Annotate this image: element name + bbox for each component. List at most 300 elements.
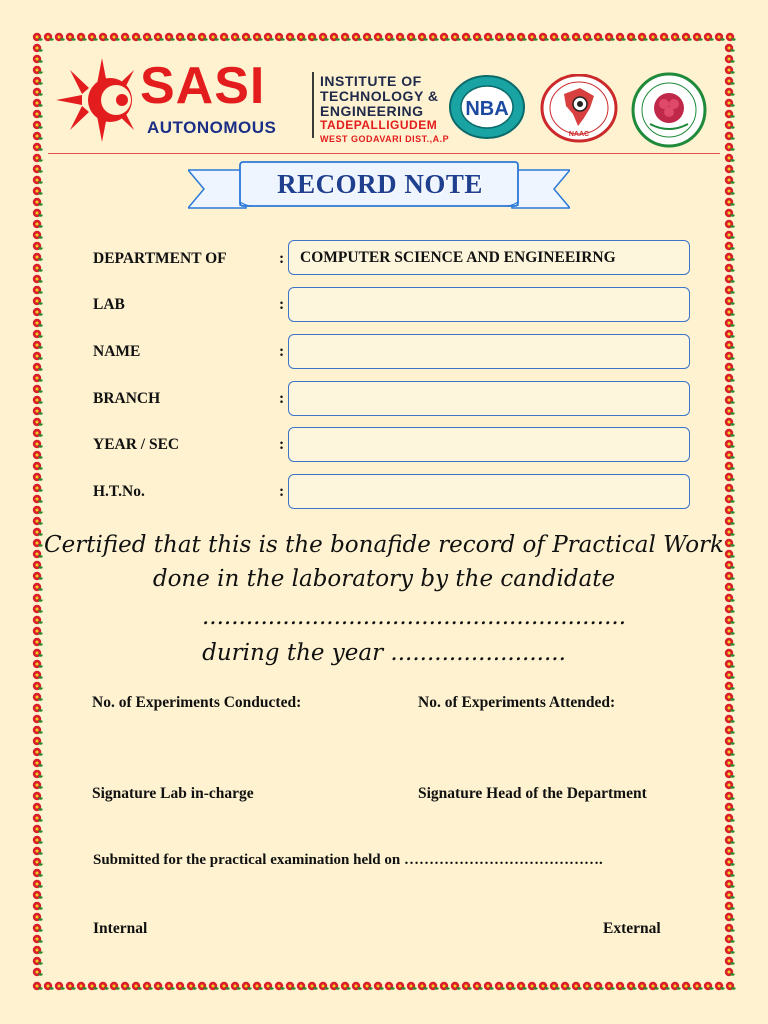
border-flower-icon [725, 748, 735, 756]
border-flower-icon [33, 836, 43, 844]
border-flower-icon [407, 982, 417, 990]
border-flower-icon [33, 704, 43, 712]
border-flower-icon [220, 33, 230, 41]
university-seal-icon [630, 72, 708, 148]
border-flower-icon [528, 982, 538, 990]
border-flower-icon [725, 176, 735, 184]
nba-seal-text: NBA [465, 98, 509, 120]
border-flower-icon [725, 946, 735, 954]
border-flower-icon [121, 982, 131, 990]
border-flower-icon [616, 33, 626, 41]
border-flower-icon [33, 77, 43, 85]
border-flower-icon [725, 781, 735, 789]
border-flower-icon [33, 88, 43, 96]
border-flower-icon [363, 33, 373, 41]
border-flower-icon [561, 33, 571, 41]
border-flower-icon [725, 715, 735, 723]
border-flower-icon [33, 121, 43, 129]
naac-seal-icon [540, 74, 618, 144]
border-flower-icon [33, 385, 43, 393]
border-flower-icon [132, 33, 142, 41]
field-label-htno: H.T.No. [93, 483, 145, 500]
border-flower-icon [660, 33, 670, 41]
sasi-sun-logo-icon [52, 58, 152, 142]
border-flower-icon [725, 440, 735, 448]
border-flower-icon [517, 33, 527, 41]
border-flower-icon [725, 132, 735, 140]
border-flower-icon [253, 982, 263, 990]
border-flower-icon [33, 209, 43, 217]
location-line-1: TADEPALLIGUDEM [320, 118, 438, 132]
border-flower-icon [33, 275, 43, 283]
border-flower-icon [528, 33, 538, 41]
border-flower-icon [319, 33, 329, 41]
field-label-department: DEPARTMENT OF [93, 250, 227, 267]
border-flower-icon [33, 242, 43, 250]
border-flower-icon [33, 143, 43, 151]
border-flower-icon [594, 982, 604, 990]
lab-field[interactable] [288, 287, 690, 322]
field-label-branch: BRANCH [93, 390, 161, 407]
border-flower-icon [33, 286, 43, 294]
border-flower-icon [33, 308, 43, 316]
border-flower-icon [33, 176, 43, 184]
field-label-name: NAME [93, 343, 141, 360]
border-flower-icon [725, 363, 735, 371]
field-colon: : [279, 436, 285, 453]
border-flower-icon [605, 33, 615, 41]
border-flower-icon [725, 121, 735, 129]
border-flower-icon [725, 308, 735, 316]
border-flower-icon [33, 407, 43, 415]
border-flower-icon [418, 33, 428, 41]
border-flower-icon [660, 982, 670, 990]
border-flower-icon [725, 902, 735, 910]
border-flower-icon [33, 715, 43, 723]
border-flower-icon [725, 495, 735, 503]
border-flower-icon [506, 982, 516, 990]
field-colon: : [279, 483, 285, 500]
border-flower-icon [725, 187, 735, 195]
border-flower-icon [33, 253, 43, 261]
page-title: RECORD NOTE [277, 169, 483, 199]
border-flower-icon [704, 982, 714, 990]
border-flower-icon [539, 982, 549, 990]
year-sec-field[interactable] [288, 427, 690, 462]
border-flower-icon [649, 982, 659, 990]
border-flower-icon [209, 33, 219, 41]
border-flower-icon [319, 982, 329, 990]
border-flower-icon [725, 693, 735, 701]
logo-name: SASI [140, 57, 266, 115]
border-flower-icon [33, 198, 43, 206]
border-flower-icon [165, 982, 175, 990]
border-flower-icon [725, 374, 735, 382]
border-flower-icon [33, 440, 43, 448]
logo-divider [312, 72, 314, 138]
border-flower-icon [132, 982, 142, 990]
border-flower-icon [429, 982, 439, 990]
border-flower-icon [33, 319, 43, 327]
border-flower-icon [33, 363, 43, 371]
border-flower-icon [33, 495, 43, 503]
border-flower-icon [725, 506, 735, 514]
border-flower-icon [638, 33, 648, 41]
border-flower-icon [725, 253, 735, 261]
border-flower-icon [33, 869, 43, 877]
border-flower-icon [725, 671, 735, 679]
border-flower-icon [725, 935, 735, 943]
border-flower-icon [154, 33, 164, 41]
border-flower-icon [33, 858, 43, 866]
department-field[interactable] [288, 240, 690, 275]
border-flower-icon [725, 913, 735, 921]
border-flower-icon [330, 33, 340, 41]
border-flower-icon [33, 462, 43, 470]
border-flower-icon [33, 396, 43, 404]
institute-line-2: TECHNOLOGY & [320, 88, 439, 104]
border-flower-icon [451, 982, 461, 990]
border-flower-icon [627, 33, 637, 41]
certificate-line-1: Certified that this is the bonafide record of Practical Work [44, 532, 724, 558]
border-flower-icon [462, 982, 472, 990]
border-flower-icon [583, 982, 593, 990]
border-flower-icon [725, 484, 735, 492]
border-flower-icon [33, 913, 43, 921]
border-flower-icon [693, 982, 703, 990]
branch-field[interactable] [288, 381, 690, 416]
border-flower-icon [682, 33, 692, 41]
border-flower-icon [627, 982, 637, 990]
border-flower-icon [308, 982, 318, 990]
department-value: COMPUTER SCIENCE AND ENGINEEIRNG [300, 249, 616, 266]
border-flower-icon [726, 33, 736, 41]
border-flower-icon [33, 55, 43, 63]
institute-line-1: INSTITUTE OF [320, 73, 422, 89]
border-flower-icon [725, 869, 735, 877]
border-flower-icon [33, 220, 43, 228]
border-flower-icon [725, 814, 735, 822]
border-flower-icon [363, 982, 373, 990]
border-flower-icon [605, 982, 615, 990]
border-flower-icon [77, 982, 87, 990]
border-flower-icon [33, 451, 43, 459]
border-flower-icon [572, 982, 582, 990]
border-flower-icon [187, 982, 197, 990]
border-flower-icon [220, 982, 230, 990]
nba-seal-icon [448, 74, 526, 140]
border-flower-icon [165, 33, 175, 41]
border-flower-icon [33, 418, 43, 426]
border-flower-icon [725, 737, 735, 745]
header-divider [48, 153, 720, 154]
border-flower-icon [242, 33, 252, 41]
border-flower-icon [725, 385, 735, 393]
border-flower-icon [33, 770, 43, 778]
border-flower-icon [33, 968, 43, 976]
border-flower-icon [715, 982, 725, 990]
field-colon: : [279, 343, 285, 360]
border-flower-icon [671, 982, 681, 990]
htno-field[interactable] [288, 474, 690, 509]
border-flower-icon [33, 671, 43, 679]
border-flower-icon [396, 982, 406, 990]
border-flower-icon [88, 33, 98, 41]
border-flower-icon [671, 33, 681, 41]
border-flower-icon [341, 33, 351, 41]
institute-line-3: ENGINEERING [320, 103, 424, 119]
border-flower-icon [725, 220, 735, 228]
border-flower-icon [297, 33, 307, 41]
border-flower-icon [385, 33, 395, 41]
border-flower-icon [44, 982, 54, 990]
field-label-year-sec: YEAR / SEC [93, 436, 180, 453]
border-flower-icon [561, 982, 571, 990]
border-flower-icon [308, 33, 318, 41]
border-flower-icon [495, 982, 505, 990]
border-flower-icon [725, 209, 735, 217]
border-flower-icon [33, 330, 43, 338]
border-flower-icon [253, 33, 263, 41]
external-label: External [603, 920, 661, 937]
border-flower-icon [352, 33, 362, 41]
border-flower-icon [33, 814, 43, 822]
internal-label: Internal [93, 920, 148, 937]
border-flower-icon [725, 836, 735, 844]
border-flower-icon [33, 429, 43, 437]
border-flower-icon [572, 33, 582, 41]
border-flower-icon [725, 418, 735, 426]
border-flower-icon [33, 982, 43, 990]
border-flower-icon [33, 682, 43, 690]
border-flower-icon [66, 982, 76, 990]
border-flower-icon [725, 594, 735, 602]
border-flower-icon [33, 484, 43, 492]
border-flower-icon [33, 165, 43, 173]
border-flower-icon [99, 982, 109, 990]
border-flower-icon [725, 297, 735, 305]
border-flower-icon [33, 748, 43, 756]
border-flower-icon [517, 982, 527, 990]
field-label-lab: LAB [93, 296, 125, 313]
border-flower-icon [725, 99, 735, 107]
border-flower-icon [176, 982, 186, 990]
border-flower-icon [550, 33, 560, 41]
border-flower-icon [638, 982, 648, 990]
border-flower-icon [33, 759, 43, 767]
border-flower-icon [726, 982, 736, 990]
border-flower-icon [33, 33, 43, 41]
logo-subtitle: AUTONOMOUS [147, 118, 277, 137]
border-flower-icon [231, 33, 241, 41]
border-flower-icon [143, 33, 153, 41]
border-flower-icon [385, 982, 395, 990]
border-flower-icon [264, 33, 274, 41]
border-flower-icon [55, 982, 65, 990]
border-flower-icon [33, 44, 43, 52]
border-flower-icon [725, 242, 735, 250]
border-flower-icon [484, 982, 494, 990]
border-flower-icon [154, 982, 164, 990]
border-flower-icon [33, 935, 43, 943]
border-flower-icon [33, 341, 43, 349]
candidate-name-blank[interactable]: .......................................................... [201, 604, 627, 630]
border-flower-icon [725, 352, 735, 360]
border-flower-icon [33, 825, 43, 833]
border-flower-icon [33, 506, 43, 514]
border-flower-icon [725, 198, 735, 206]
border-flower-icon [693, 33, 703, 41]
border-flower-icon [725, 264, 735, 272]
border-flower-icon [33, 891, 43, 899]
border-flower-icon [484, 33, 494, 41]
border-flower-icon [725, 473, 735, 481]
border-flower-icon [88, 982, 98, 990]
border-flower-icon [33, 110, 43, 118]
border-flower-icon [725, 847, 735, 855]
border-flower-icon [33, 264, 43, 272]
border-flower-icon [725, 924, 735, 932]
border-flower-icon [341, 982, 351, 990]
border-flower-icon [725, 462, 735, 470]
border-flower-icon [242, 982, 252, 990]
border-flower-icon [725, 77, 735, 85]
border-flower-icon [715, 33, 725, 41]
certificate-year-line[interactable]: during the year ........................ [202, 640, 566, 666]
border-flower-icon [33, 792, 43, 800]
border-flower-icon [209, 982, 219, 990]
border-flower-icon [33, 902, 43, 910]
border-flower-icon [33, 957, 43, 965]
border-flower-icon [66, 33, 76, 41]
border-flower-icon [725, 143, 735, 151]
border-flower-icon [473, 982, 483, 990]
border-flower-icon [33, 187, 43, 195]
border-flower-icon [121, 33, 131, 41]
border-flower-icon [44, 33, 54, 41]
border-flower-icon [110, 33, 120, 41]
border-flower-icon [33, 726, 43, 734]
location-line-2: WEST GODAVARI DIST.,A.P [320, 134, 450, 144]
border-flower-icon [33, 737, 43, 745]
border-flower-icon [725, 704, 735, 712]
border-flower-icon [725, 825, 735, 833]
border-flower-icon [275, 33, 285, 41]
name-field[interactable] [288, 334, 690, 369]
border-flower-icon [451, 33, 461, 41]
border-flower-icon [704, 33, 714, 41]
border-flower-icon [396, 33, 406, 41]
border-flower-icon [33, 231, 43, 239]
signature-lab-label: Signature Lab in-charge [92, 785, 254, 802]
border-flower-icon [495, 33, 505, 41]
border-flower-icon [725, 110, 735, 118]
border-flower-icon [418, 982, 428, 990]
border-flower-icon [725, 231, 735, 239]
border-flower-icon [725, 66, 735, 74]
border-flower-icon [33, 154, 43, 162]
field-colon: : [279, 296, 285, 313]
border-flower-icon [725, 429, 735, 437]
border-flower-icon [725, 726, 735, 734]
border-flower-icon [33, 594, 43, 602]
border-flower-icon [33, 781, 43, 789]
border-flower-icon [286, 982, 296, 990]
border-flower-icon [352, 982, 362, 990]
border-flower-icon [374, 33, 384, 41]
border-flower-icon [33, 374, 43, 382]
border-flower-icon [33, 99, 43, 107]
signature-hod-label: Signature Head of the Department [418, 785, 647, 802]
border-flower-icon [198, 982, 208, 990]
border-flower-icon [264, 982, 274, 990]
border-flower-icon [725, 803, 735, 811]
border-flower-icon [33, 473, 43, 481]
field-colon: : [279, 250, 285, 267]
border-flower-icon [33, 297, 43, 305]
border-flower-icon [33, 847, 43, 855]
border-flower-icon [473, 33, 483, 41]
border-flower-icon [33, 880, 43, 888]
border-flower-icon [374, 982, 384, 990]
border-flower-icon [725, 770, 735, 778]
border-flower-icon [33, 946, 43, 954]
border-flower-icon [231, 982, 241, 990]
border-flower-icon [725, 165, 735, 173]
border-flower-icon [429, 33, 439, 41]
border-flower-icon [550, 982, 560, 990]
experiments-conducted-label: No. of Experiments Conducted: [92, 694, 302, 711]
border-flower-icon [275, 982, 285, 990]
border-flower-icon [99, 33, 109, 41]
border-flower-icon [649, 33, 659, 41]
field-colon: : [279, 390, 285, 407]
border-flower-icon [539, 33, 549, 41]
border-flower-icon [33, 517, 43, 525]
border-flower-icon [725, 517, 735, 525]
border-flower-icon [725, 286, 735, 294]
border-flower-icon [462, 33, 472, 41]
border-flower-icon [725, 792, 735, 800]
border-flower-icon [725, 858, 735, 866]
border-flower-icon [33, 352, 43, 360]
border-flower-icon [33, 66, 43, 74]
border-flower-icon [297, 982, 307, 990]
border-flower-icon [176, 33, 186, 41]
border-flower-icon [187, 33, 197, 41]
border-flower-icon [725, 341, 735, 349]
border-flower-icon [407, 33, 417, 41]
border-flower-icon [725, 275, 735, 283]
border-flower-icon [77, 33, 87, 41]
border-flower-icon [330, 982, 340, 990]
border-flower-icon [33, 924, 43, 932]
border-flower-icon [286, 33, 296, 41]
certificate-line-2: done in the laboratory by the candidate [152, 566, 616, 592]
border-flower-icon [725, 88, 735, 96]
border-flower-icon [583, 33, 593, 41]
border-flower-icon [682, 982, 692, 990]
border-flower-icon [440, 982, 450, 990]
border-flower-icon [725, 451, 735, 459]
border-flower-icon [110, 982, 120, 990]
border-flower-icon [725, 759, 735, 767]
border-flower-icon [725, 55, 735, 63]
border-flower-icon [725, 968, 735, 976]
border-flower-icon [506, 33, 516, 41]
submitted-line: Submitted for the practical examination held on …………………………………. [93, 852, 603, 868]
experiments-attended-label: No. of Experiments Attended: [418, 694, 616, 711]
